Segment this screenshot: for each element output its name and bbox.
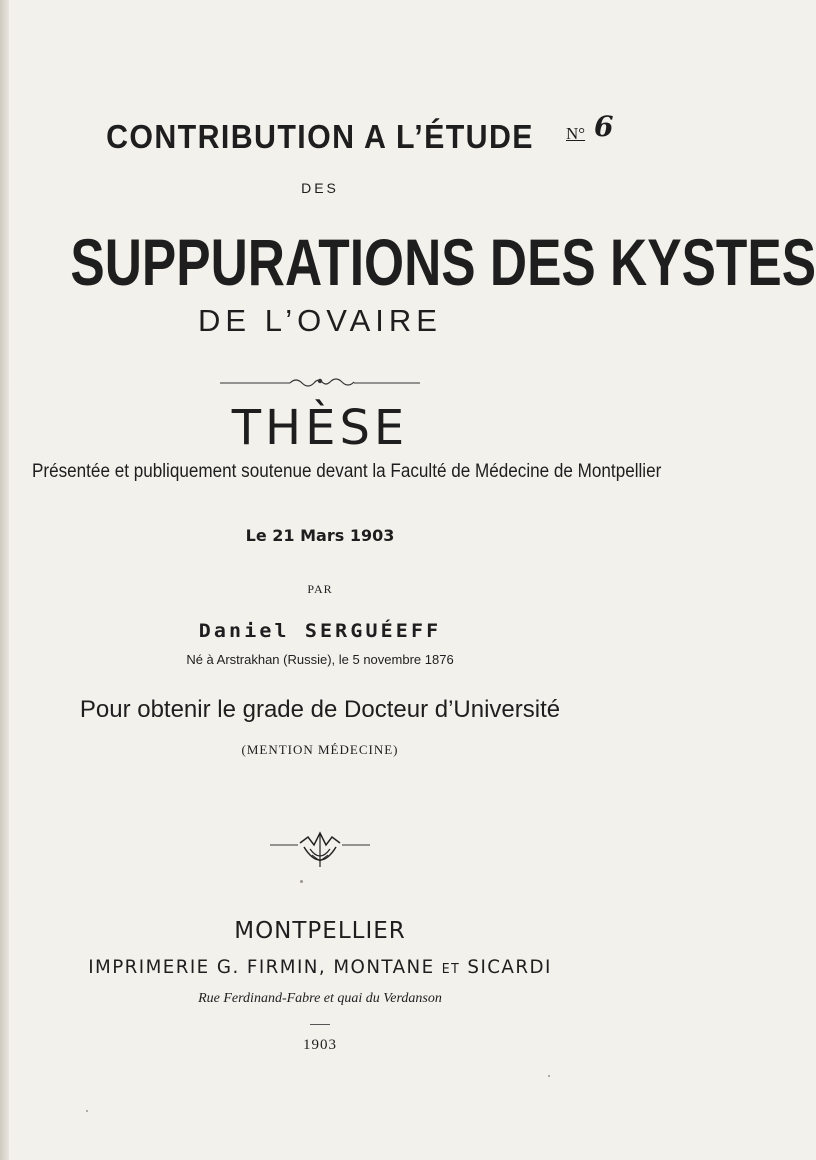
printer-address: Rue Ferdinand-Fabre et quai du Verdanson <box>198 991 442 1006</box>
paper-speck <box>300 880 303 883</box>
number-label: N° <box>566 124 586 143</box>
thesis-heading: THÈSE <box>231 400 409 456</box>
printer-line <box>13 956 627 978</box>
paper-speck <box>548 1075 550 1077</box>
catalog-number <box>566 106 622 154</box>
city: MONTPELLIER <box>234 918 406 944</box>
defense-date: Le 21 Mars 1903 <box>245 526 395 545</box>
author-birth-info: Né à Arstrakhan (Russie), le 5 novembre 1876 <box>186 652 454 667</box>
number-value: 6 <box>594 110 614 143</box>
short-divider <box>310 1024 330 1025</box>
printer-name: IMPRIMERIE G. FIRMIN, MONTANE <box>88 956 435 978</box>
printer-conjunction: ET <box>441 962 461 977</box>
ornament-rule <box>220 376 420 390</box>
author-name: Daniel SERGUÉEFF <box>198 620 442 642</box>
title-line-1: CONTRIBUTION A L’ÉTUDE <box>106 118 534 155</box>
printer-vignette-icon <box>270 827 370 873</box>
degree-statement: Pour obtenir le grade de Docteur d’Université <box>79 696 561 723</box>
presentation-statement: Présentée et publiquement soutenue devant la Faculté de Médecine de Montpellier <box>32 461 662 482</box>
paper-speck <box>86 1110 88 1112</box>
printer-partner: SICARDI <box>467 956 552 978</box>
page-binding-edge <box>0 0 9 1160</box>
by-label: PAR <box>307 582 333 596</box>
title-line-2: DES <box>301 180 339 196</box>
subtitle: DE L’OVAIRE <box>198 303 442 338</box>
publication-year: 1903 <box>303 1037 337 1053</box>
main-title: SUPPURATIONS DES KYSTES <box>70 225 816 299</box>
degree-mention: (MENTION MÉDECINE) <box>241 742 399 757</box>
